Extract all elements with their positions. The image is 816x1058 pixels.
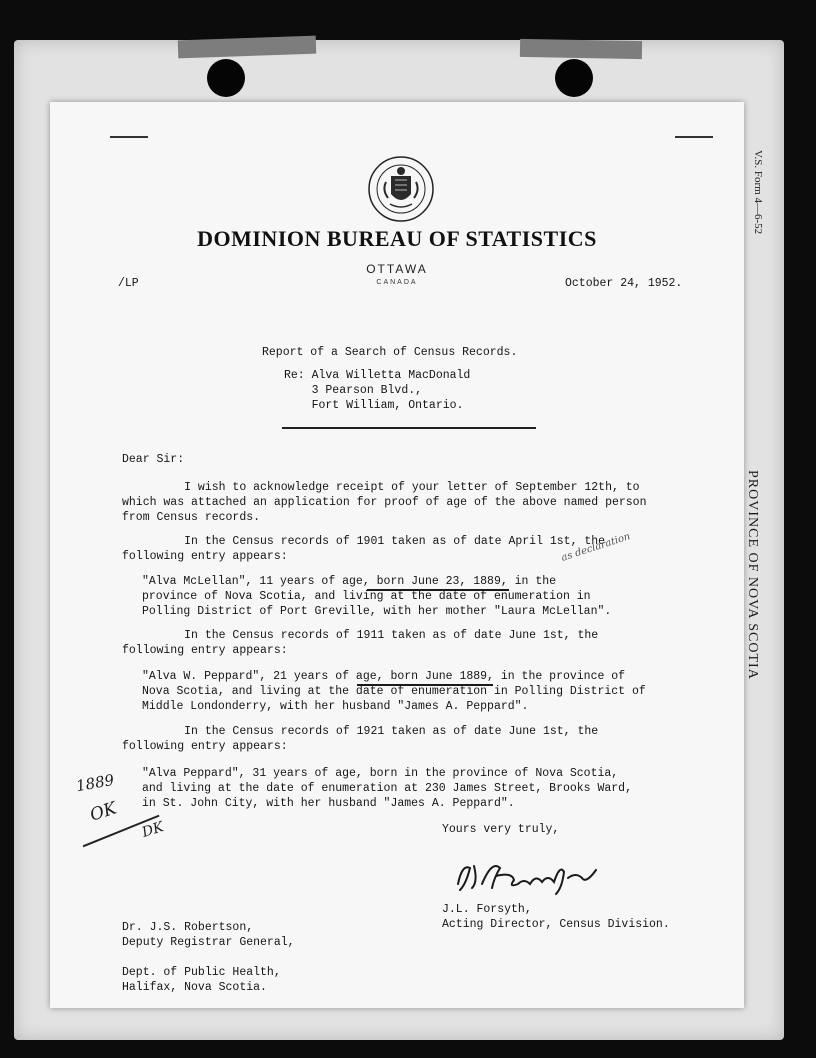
salutation: Dear Sir: <box>122 453 185 466</box>
signature-icon <box>452 854 602 896</box>
fold-mark-left <box>110 136 148 138</box>
city-name: OTTAWA <box>366 262 428 276</box>
signatory-title: Acting Director, Census Division. <box>442 918 670 931</box>
subject-line-3: Fort William, Ontario. <box>284 399 464 412</box>
province-label: PROVINCE OF NOVA SCOTIA <box>745 470 760 680</box>
coat-of-arms-seal-icon <box>366 152 436 226</box>
subject-block <box>284 368 470 413</box>
census-entry-1911: "Alva W. Peppard", 21 years of age, born June 1889, in the province of Nova Scotia, and living at the date of enumeration in Polling District of Middle Londonderry, with her husband "James A. Peppard". <box>142 670 646 713</box>
binder-clip-right <box>520 39 642 59</box>
paragraph-3: In the Census records of 1911 taken as of date June 1st, the following entry appears: <box>122 629 599 657</box>
handwritten-ok: OK <box>87 798 120 826</box>
closing: Yours very truly, <box>442 823 560 836</box>
subject-line-1: Re: Alva Willetta MacDonald <box>284 369 471 382</box>
report-title: Report of a Search of Census Records. <box>262 346 518 359</box>
reference-code: /LP <box>118 277 139 290</box>
letter-page <box>50 102 744 1008</box>
punch-hole-right <box>555 59 593 97</box>
letter-date: October 24, 1952. <box>565 277 683 290</box>
country-name: CANADA <box>376 279 418 286</box>
punch-hole-left <box>207 59 245 97</box>
signature-block <box>442 902 670 932</box>
fold-mark-right <box>675 136 713 138</box>
form-code: V.S. Form 4—6-52 <box>752 150 764 235</box>
paragraph-1: I wish to acknowledge receipt of your letter of September 12th, to which was attached an application for proof of age of the above named person from Census records. <box>122 481 647 524</box>
signatory-name: J.L. Forsyth, <box>442 903 532 916</box>
census-entry-1921: "Alva Peppard", 31 years of age, born in the province of Nova Scotia, and living at the date of enumeration at 230 James Street, Brooks Ward, in St. John City, with her husband "James A. Peppard". <box>142 767 632 810</box>
handwritten-margin-note: as declaration <box>560 531 632 564</box>
paragraph-2: In the Census records of 1901 taken as of date April 1st, the following entry appears: <box>122 535 606 563</box>
underline-birthdate-1911 <box>357 684 493 686</box>
addressee-block: Dr. J.S. Robertson, Deputy Registrar General, Dept. of Public Health, Halifax, Nova Scotia. <box>122 921 295 994</box>
underline-birthdate-1901 <box>367 589 509 591</box>
bureau-name: DOMINION BUREAU OF STATISTICS <box>197 226 597 251</box>
census-entry-1901: "Alva McLellan", 11 years of age, born June 23, 1889, in the province of Nova Scotia, and living at the date of enumeration in Polling District of Port Greville, with her mother "Laura McLellan". <box>142 575 612 618</box>
paragraph-4: In the Census records of 1921 taken as of date June 1st, the following entry appears: <box>122 725 599 753</box>
subject-rule <box>282 427 536 429</box>
handwritten-year: 1889 <box>74 770 116 796</box>
subject-line-2: 3 Pearson Blvd., <box>284 384 423 397</box>
handwritten-initials: DK <box>140 819 166 841</box>
